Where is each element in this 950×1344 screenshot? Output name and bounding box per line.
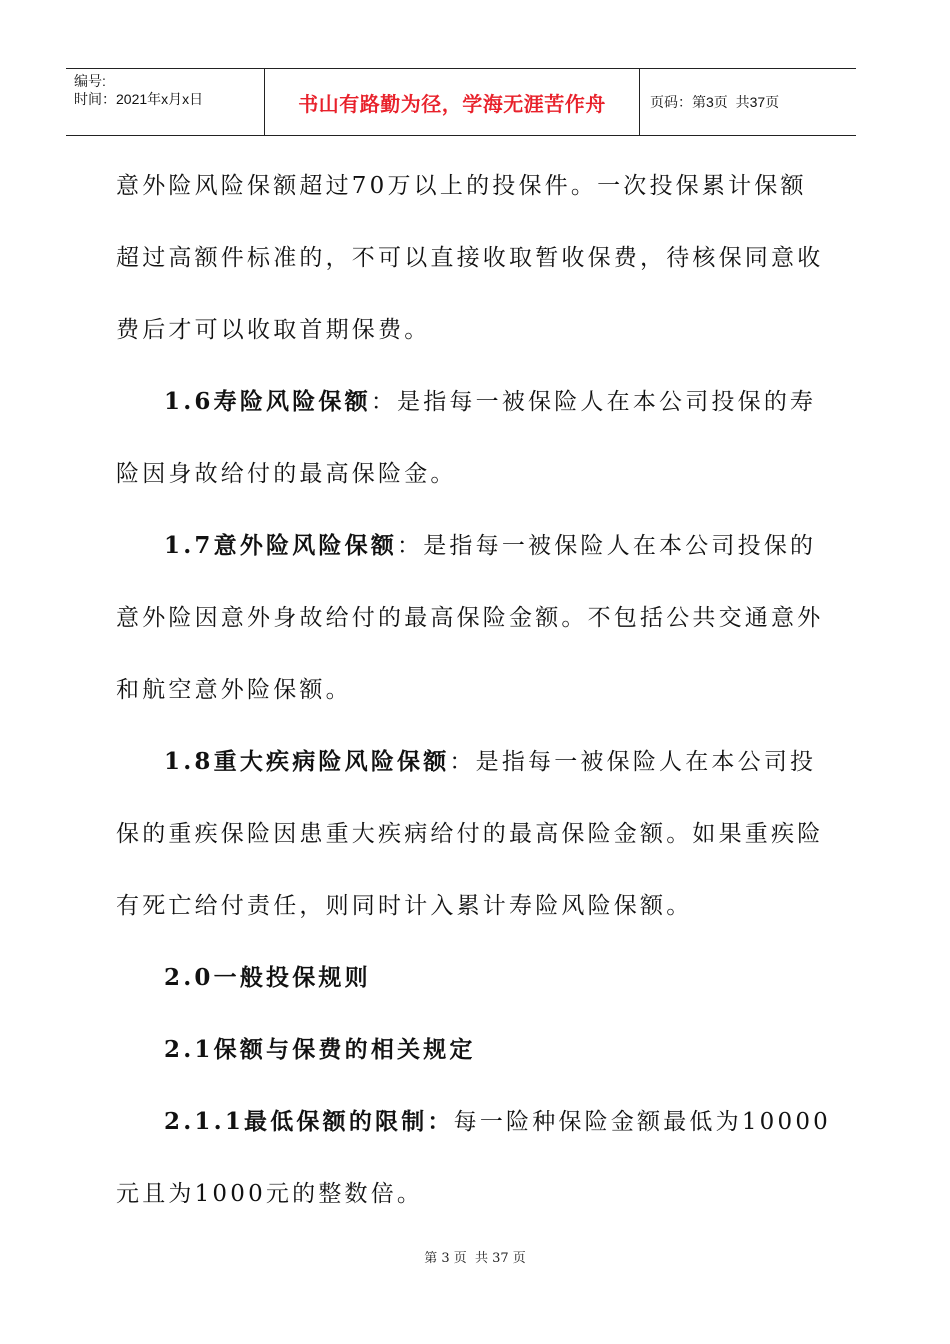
header-page-info: 页码：第3页 共37页	[650, 94, 780, 110]
section-2-1-1-line	[116, 1090, 831, 1162]
header-meta	[66, 69, 265, 135]
section-1-7-line	[116, 514, 817, 586]
section-1-6-text: ：是指每一被保险人在本公司投保的寿	[370, 389, 817, 415]
section-2-0-heading-line	[116, 946, 810, 1018]
paragraph-line: 超过高额件标准的，不可以直接收取暂收保费，待核保同意收	[116, 245, 824, 271]
paragraph-line: 险因身故给付的最高保险金。	[116, 461, 457, 487]
section-2-1-1-heading: 2.1.1最低保额的限制：	[164, 1108, 454, 1135]
paragraph-line: 有死亡给付责任，则同时计入累计寿险风险保额。	[116, 893, 693, 919]
paragraph-line: 保的重疾保险因患重大疾病给付的最高保险金额。如果重疾险	[116, 821, 824, 847]
document-time-label: 时间：2021年x月x日	[74, 91, 204, 107]
section-1-8-heading: 1.8重大疾病险风险保额	[164, 748, 450, 775]
paragraph-line: 费后才可以收取首期保费。	[116, 317, 431, 343]
section-1-6-line	[116, 370, 817, 442]
section-2-1-heading-line	[116, 1018, 810, 1090]
section-2-1-heading: 2.1保额与保费的相关规定	[164, 1036, 476, 1063]
section-1-7-text: ：是指每一被保险人在本公司投保的	[397, 533, 817, 559]
header-motto: 书山有路勤为径，学海无涯苦作舟	[265, 69, 640, 135]
section-1-8-line	[116, 730, 817, 802]
section-1-6-heading: 1.6寿险风险保额	[164, 388, 371, 415]
section-1-8-text: ：是指每一被保险人在本公司投	[449, 749, 817, 775]
document-number-label: 编号:	[74, 73, 106, 89]
section-1-7-heading: 1.7意外险风险保额	[164, 532, 398, 559]
paragraph-line: 意外险风险保额超过70万以上的投保件。一次投保累计保额	[116, 173, 807, 199]
paragraph-line: 元且为1000元的整数倍。	[116, 1181, 424, 1207]
paragraph-line: 意外险因意外身故给付的最高保险金额。不包括公共交通意外	[116, 605, 824, 631]
page-footer: 第 3 页 共 37 页	[424, 1251, 526, 1266]
section-2-0-heading: 2.0一般投保规则	[164, 964, 371, 991]
document-body	[116, 154, 831, 1234]
paragraph-line: 和航空意外险保额。	[116, 677, 352, 703]
section-2-1-1-text: 每一险种保险金额最低为10000	[453, 1109, 831, 1135]
page-header	[66, 68, 856, 136]
